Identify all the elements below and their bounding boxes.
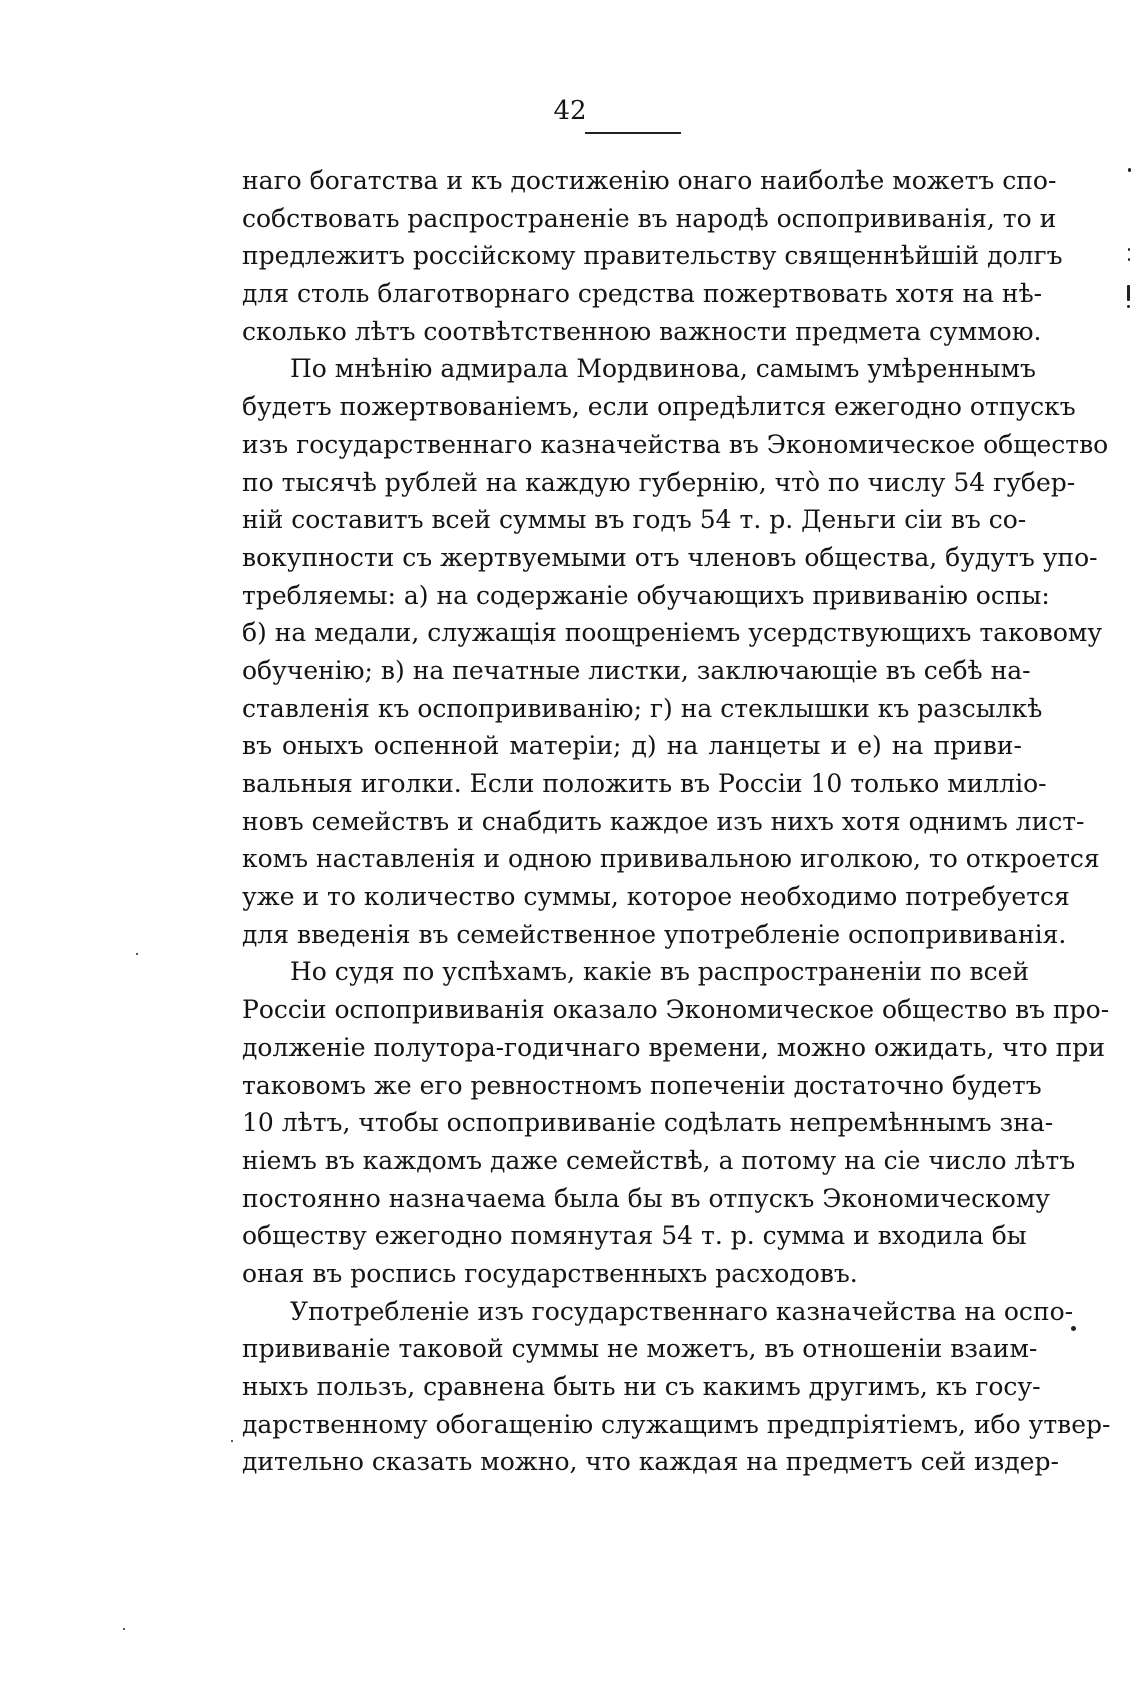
- scan-speck: [136, 953, 138, 955]
- page-number-rule: [585, 132, 681, 134]
- page-number: 42: [553, 96, 587, 126]
- text-line: долженіе полутора-годичнаго времени, можно ожидать, что при: [242, 1032, 1105, 1062]
- text-line: 10 лѣтъ, чтобы оспопрививаніе содѣлать непремѣннымъ зна-: [242, 1108, 1054, 1138]
- text-line: Но судя по успѣхамъ, какіе въ распространеніи по всей: [290, 957, 1030, 987]
- text-line: для введенія въ семейственное употребленіе оспопрививанія.: [242, 919, 1067, 949]
- text-line: б) на медали, служащія поощреніемъ усердствующихъ таковому: [242, 618, 1103, 648]
- text-line: ставленія къ оспопрививанію; г) на стеклышки къ разсылкѣ: [242, 693, 1043, 723]
- text-line: Россіи оспопрививанія оказало Экономическое общество въ про-: [242, 995, 1110, 1025]
- text-line: прививаніе таковой суммы не можетъ, въ отношеніи взаим-: [242, 1334, 1038, 1364]
- text-line: по тысячѣ рублей на каждую губернію, что̀ по числу 54 губер-: [242, 467, 1076, 497]
- text-line: предлежитъ россійскому правительству священнѣйшій долгъ: [242, 241, 1063, 271]
- text-line: вальныя иголки. Если положить въ Россіи 10 только милліо-: [242, 769, 1047, 798]
- body-text: [242, 162, 1111, 1481]
- text-line: изъ государственнаго казначейства въ Экономическое общество: [242, 429, 1109, 459]
- scan-speck: [1127, 305, 1130, 308]
- text-line: требляемы: а) на содержаніе обучающихъ прививанію оспы:: [242, 580, 1050, 610]
- text-line: дительно сказать можно, что каждая на предметъ сей издер-: [242, 1447, 1059, 1477]
- text-line: сколько лѣтъ соотвѣтственною важности предмета суммою.: [242, 316, 1042, 346]
- scan-speck: [1128, 258, 1130, 261]
- text-line: обученію; в) на печатные листки, заключающіе въ себѣ на-: [242, 655, 1031, 685]
- text-line: будетъ пожертвованіемъ, если опредѣлится ежегодно отпускъ: [242, 392, 1076, 422]
- text-line: ній составитъ всей суммы въ годъ 54 т. р. Деньги сіи въ со-: [242, 505, 1027, 535]
- text-line: Употребленіе изъ государственнаго казначейства на оспо-: [290, 1296, 1074, 1326]
- text-line: новъ семействъ и снабдить каждое изъ нихъ хотя однимъ лист-: [242, 806, 1085, 836]
- scan-speck: [1127, 285, 1130, 301]
- text-line: въ оныхъ оспенной матеріи; д) на ланцеты и е) на приви-: [242, 731, 1022, 761]
- text-line: вокупности съ жертвуемыми отъ членовъ общества, будутъ упо-: [242, 542, 1098, 572]
- text-line: комъ наставленія и одною прививальною иголкою, то откроется: [242, 844, 1100, 874]
- paragraph: [242, 350, 1109, 953]
- text-line: наго богатства и къ достиженію онаго наиболѣе можетъ спо-: [242, 166, 1057, 195]
- text-line: По мнѣнію адмирала Мордвинова, самымъ умѣреннымъ: [290, 354, 1036, 384]
- scan-speck: [123, 1628, 125, 1630]
- text-line: ныхъ пользъ, сравнена быть ни съ какимъ другимъ, къ госу-: [242, 1372, 1041, 1401]
- scan-speck: [1128, 168, 1131, 172]
- scan-speck: [1071, 1326, 1076, 1331]
- text-line: постоянно назначаема была бы въ отпускъ Экономическому: [242, 1183, 1051, 1213]
- paragraph: [242, 953, 1110, 1292]
- text-line: обществу ежегодно помянутая 54 т. р. сумма и входила бы: [242, 1221, 1027, 1251]
- text-line: оная въ роспись государственныхъ расходовъ.: [242, 1258, 858, 1288]
- paragraph: [242, 1293, 1111, 1481]
- text-line: для столь благотворнаго средства пожертвовать хотя на нѣ-: [242, 279, 1043, 309]
- text-line: таковомъ же его ревностномъ попеченіи достаточно будетъ: [242, 1070, 1042, 1100]
- text-line: уже и то количество суммы, которое необходимо потребуется: [242, 882, 1070, 912]
- scan-speck: [231, 1440, 233, 1442]
- text-line: собствовать распространеніе въ народѣ оспопрививанія, то и: [242, 203, 1057, 233]
- paragraph: [242, 162, 1063, 350]
- text-line: дарственному обогащенію служащимъ предпріятіемъ, ибо утвер-: [242, 1409, 1111, 1439]
- text-line: ніемъ въ каждомъ даже семействѣ, а потому на сіе число лѣтъ: [242, 1145, 1076, 1175]
- scan-speck: [1128, 248, 1130, 251]
